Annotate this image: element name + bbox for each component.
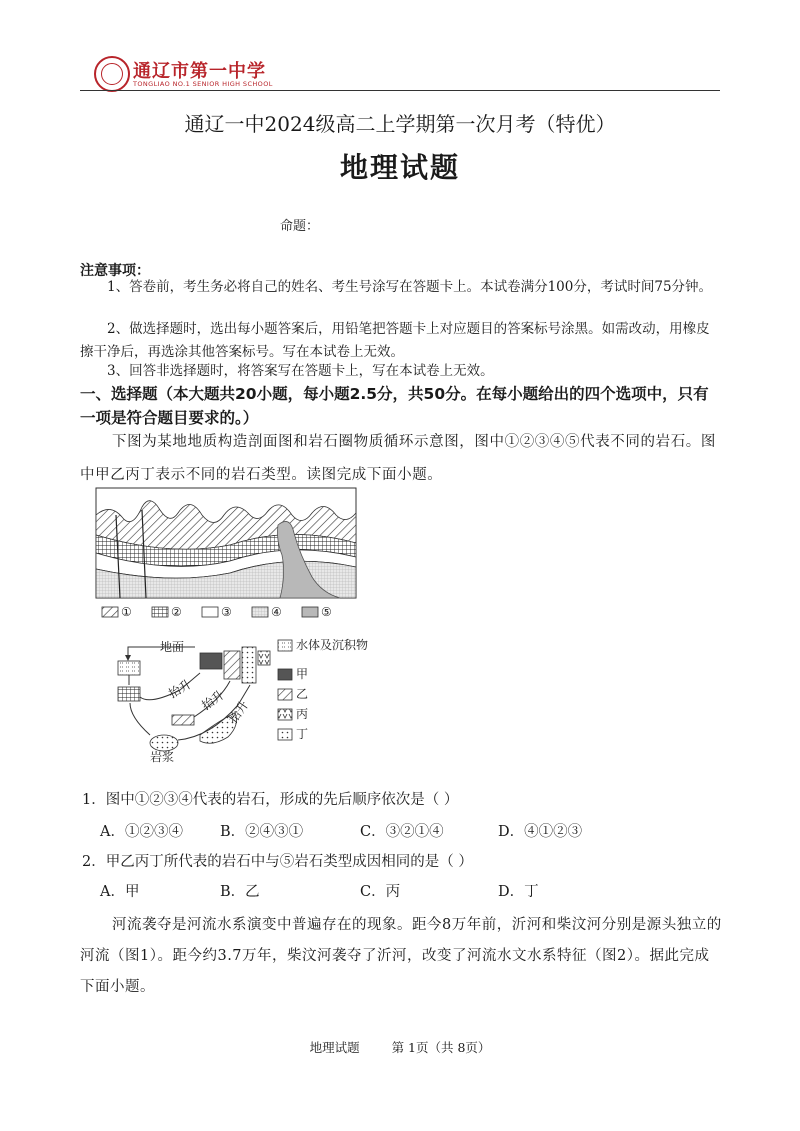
page-number: 第 1页（共 8页） bbox=[391, 1040, 491, 1055]
notice-item: 2、做选择题时，选出每小题答案后，用铅笔把答题卡上对应题目的答案标号涂黑。如需改动，用橡皮擦干净后，再选涂其他答案标号。写在本试卷上无效。 bbox=[80, 321, 710, 360]
page-footer bbox=[0, 1038, 800, 1056]
option-b[interactable]: B．②④③① bbox=[220, 824, 304, 840]
uplift-label: 抬升 bbox=[166, 676, 194, 701]
option-b[interactable]: B．乙 bbox=[220, 884, 260, 900]
footer-subject: 地理试题 bbox=[309, 1040, 360, 1055]
legend-label: 甲 bbox=[296, 667, 309, 681]
legend-label: ④ bbox=[271, 605, 282, 619]
author-label: 命题： bbox=[280, 219, 320, 234]
exam-title: 通辽一中2024级高二上学期第一次月考（特优） bbox=[184, 112, 616, 136]
geology-figure bbox=[90, 485, 390, 765]
legend-label: ⑤ bbox=[321, 605, 332, 619]
school-name: 通辽市第一中学 bbox=[133, 61, 266, 82]
legend-label: ② bbox=[171, 605, 182, 619]
header-divider bbox=[80, 90, 720, 91]
uplift-label: 抬升 bbox=[199, 687, 227, 713]
notice-item: 3、回答非选择题时，将答案写在答题卡上，写在本试卷上无效。 bbox=[107, 363, 494, 379]
option-d[interactable]: D．丁 bbox=[498, 884, 539, 900]
section-heading: 一、选择题（本大题共20小题，每小题2.5分，共50分。在每小题给出的四个选项中，只有一项是符合题目要求的。） bbox=[80, 385, 709, 427]
option-a[interactable]: A．①②③④ bbox=[100, 824, 183, 840]
uplift-label: 抬升 bbox=[225, 698, 252, 726]
figure-intro: 下图为某地地质构造剖面图和岩石圈物质循环示意图，图中①②③④⑤代表不同的岩石。图中甲乙丙丁表示不同的岩石类型。读图完成下面小题。 bbox=[80, 434, 716, 483]
cross-section-legend bbox=[102, 605, 332, 619]
school-name-en: TONGLIAO NO.1 SENIOR HIGH SCHOOL bbox=[133, 80, 273, 88]
option-a[interactable]: A．甲 bbox=[100, 884, 140, 900]
legend-label: ③ bbox=[221, 605, 232, 619]
legend-label: 丁 bbox=[296, 727, 309, 741]
rock-cycle-diagram bbox=[118, 639, 270, 764]
notice-item: 1、答卷前，考生务必将自己的姓名、考生号涂写在答题卡上。本试卷满分100分，考试时间75分钟。 bbox=[107, 279, 713, 295]
option-c[interactable]: C．丙 bbox=[360, 884, 401, 900]
legend-label: 水体及沉积物 bbox=[296, 638, 369, 652]
reading-passage: 河流袭夺是河流水系演变中普遍存在的现象。距今8万年前，沂河和柴汶河分别是源头独立的河流（图1）。距今约3.7万年，柴汶河袭夺了沂河，改变了河流水文水系特征（图2）。据此完成下面小题。 bbox=[80, 917, 722, 995]
legend-label: 乙 bbox=[296, 687, 309, 701]
question-stem: 2．甲乙丙丁所代表的岩石中与⑤岩石类型成因相同的是（ ） bbox=[82, 854, 473, 870]
notice-title: 注意事项： bbox=[80, 263, 150, 279]
school-logo bbox=[94, 56, 130, 92]
rock-cycle-legend bbox=[278, 637, 368, 741]
option-c[interactable]: C．③②①④ bbox=[360, 824, 444, 840]
ground-label: 地面 bbox=[160, 640, 185, 654]
legend-label: 丙 bbox=[296, 707, 309, 721]
subject-title: 地理试题 bbox=[339, 151, 460, 184]
option-d[interactable]: D．④①②③ bbox=[498, 824, 583, 840]
magma-label: 岩浆 bbox=[150, 750, 175, 764]
question-stem: 1．图中①②③④代表的岩石，形成的先后顺序依次是（ ） bbox=[82, 792, 459, 808]
legend-label: ① bbox=[121, 605, 132, 619]
